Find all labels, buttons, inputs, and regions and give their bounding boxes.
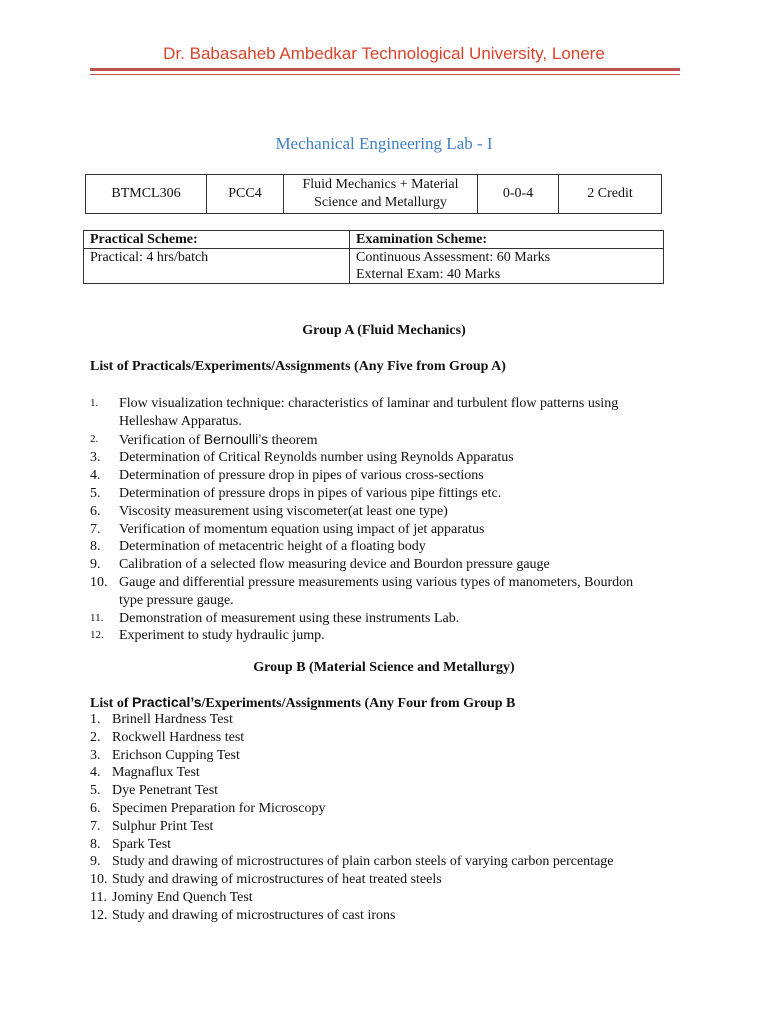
item-number: 3. — [90, 450, 101, 466]
item-number: 1. — [90, 712, 101, 727]
item-number: 9. — [90, 557, 101, 573]
list-item — [90, 503, 680, 521]
item-text: Flow visualization technique: characteristics of laminar and turbulent flow patterns using — [119, 396, 619, 411]
item-text: Demonstration of measurement using these instruments Lab. — [119, 610, 460, 626]
item-text: Determination of pressure drops in pipes of various pipe fittings etc. — [119, 485, 502, 501]
item-number: 7. — [90, 521, 101, 537]
item-number: 1. — [90, 397, 99, 409]
item-text: Experiment to study hydraulic jump. — [119, 628, 325, 644]
list-item — [90, 556, 680, 574]
list-item — [90, 764, 680, 782]
list-item — [90, 871, 680, 889]
list-item — [90, 485, 680, 503]
course-hours: 0-0-4 — [478, 175, 559, 214]
item-number: 4. — [90, 765, 101, 781]
item-number: 5. — [90, 783, 101, 799]
course-name-line2: Science and Metallurgy — [314, 195, 447, 210]
item-number: 5. — [90, 485, 101, 501]
list-item — [90, 818, 680, 836]
exam-line1: Continuous Assessment: 60 Marks — [356, 250, 551, 265]
item-text-post: theorem — [268, 432, 318, 448]
item-number: 2. — [90, 432, 99, 445]
item-text: Rockwell Hardness test — [112, 729, 245, 745]
course-table — [85, 174, 662, 214]
item-text: Spark Test — [112, 836, 172, 852]
item-text: Erichson Cupping Test — [112, 747, 240, 763]
item-number: 9. — [90, 854, 101, 870]
list-item — [90, 711, 680, 729]
group-b-list-pre: List of — [90, 696, 132, 711]
group-a-heading: Group A (Fluid Mechanics) — [302, 323, 466, 338]
item-text: Determination of metacentric height of a floating body — [119, 539, 426, 555]
list-item — [90, 782, 680, 800]
item-number: 6. — [90, 800, 101, 816]
item-text: Specimen Preparation for Microscopy — [112, 800, 326, 816]
group-b-list-special: Practical’s — [132, 694, 202, 710]
item-text: Verification of momentum equation using impact of jet apparatus — [119, 521, 485, 537]
item-number: 12. — [90, 629, 104, 642]
item-text: Viscosity measurement using viscometer(at least one type) — [119, 503, 448, 519]
item-number: 11. — [90, 889, 107, 905]
item-text: Determination of pressure drop in pipes of various cross-sections — [119, 468, 484, 484]
header-rule-thin — [90, 74, 680, 75]
scheme-table — [83, 230, 664, 284]
course-category: PCC4 — [207, 175, 284, 214]
item-text: Dye Penetrant Test — [112, 783, 219, 799]
item-number: 8. — [90, 836, 101, 852]
item-number: 2. — [90, 729, 101, 745]
group-b-list-heading — [90, 694, 515, 712]
practical-scheme-value: Practical: 4 hrs/batch — [84, 249, 350, 284]
list-item — [90, 574, 680, 610]
exam-line2: External Exam: 40 Marks — [356, 267, 501, 282]
item-text: Magnaflux Test — [112, 765, 200, 781]
group-a-list-heading: List of Practicals/Experiments/Assignments (Any Five from Group A) — [90, 359, 506, 374]
list-item — [90, 449, 680, 467]
list-item — [90, 627, 680, 645]
item-text: Gauge and differential pressure measurements using various types of manometers, Bourdon — [119, 574, 634, 590]
item-text: Brinell Hardness Test — [112, 712, 233, 727]
item-text: Calibration of a selected flow measuring device and Bourdon pressure gauge — [119, 557, 550, 573]
list-item — [90, 747, 680, 765]
list-item — [90, 889, 680, 907]
item-text-special: Bernoulli’s — [203, 430, 269, 447]
item-number: 10. — [90, 574, 108, 590]
list-item — [90, 467, 680, 485]
course-name — [284, 175, 478, 214]
list-item — [90, 521, 680, 539]
page-title: Mechanical Engineering Lab - I — [275, 134, 493, 153]
group-b-heading: Group B (Material Science and Metallurgy) — [253, 660, 515, 675]
group-a-list — [90, 395, 680, 645]
item-text-cont: type pressure gauge. — [119, 592, 234, 608]
course-name-line1: Fluid Mechanics + Material — [302, 177, 459, 192]
list-item — [90, 907, 680, 925]
item-number: 11. — [90, 611, 104, 624]
exam-scheme-heading: Examination Scheme: — [350, 231, 664, 249]
course-credit: 2 Credit — [559, 175, 662, 214]
item-number: 12. — [90, 907, 108, 923]
item-text-cont: Helleshaw Apparatus. — [119, 413, 242, 429]
list-item — [90, 395, 680, 431]
item-text: Determination of Critical Reynolds number using Reynolds Apparatus — [119, 450, 514, 466]
item-text: Jominy End Quench Test — [112, 889, 253, 905]
item-text: Verification of — [119, 432, 204, 448]
list-item — [90, 538, 680, 556]
list-item — [90, 836, 680, 854]
item-text: Study and drawing of microstructures of cast irons — [112, 907, 396, 923]
item-number: 3. — [90, 747, 101, 763]
item-text: Study and drawing of microstructures of heat treated steels — [112, 872, 442, 888]
item-number: 8. — [90, 539, 101, 555]
practical-scheme-heading: Practical Scheme: — [84, 231, 350, 249]
item-text: Study and drawing of microstructures of plain carbon steels of varying carbon percentage — [112, 854, 614, 870]
item-number: 4. — [90, 468, 101, 484]
group-b-list-post: /Experiments/Assignments (Any Four from Group B — [201, 696, 516, 711]
item-number: 7. — [90, 818, 101, 834]
list-item — [90, 853, 680, 871]
list-item — [90, 800, 680, 818]
university-header: Dr. Babasaheb Ambedkar Technological University, Lonere — [163, 44, 605, 63]
item-number: 6. — [90, 503, 101, 519]
item-number: 10. — [90, 872, 108, 888]
header-rule-thick — [90, 68, 680, 71]
course-code: BTMCL306 — [86, 175, 207, 214]
exam-scheme-value — [350, 249, 664, 284]
list-item — [90, 610, 680, 628]
item-text: Sulphur Print Test — [112, 818, 214, 834]
list-item — [90, 729, 680, 747]
list-item — [90, 431, 680, 450]
group-b-list — [90, 711, 680, 925]
